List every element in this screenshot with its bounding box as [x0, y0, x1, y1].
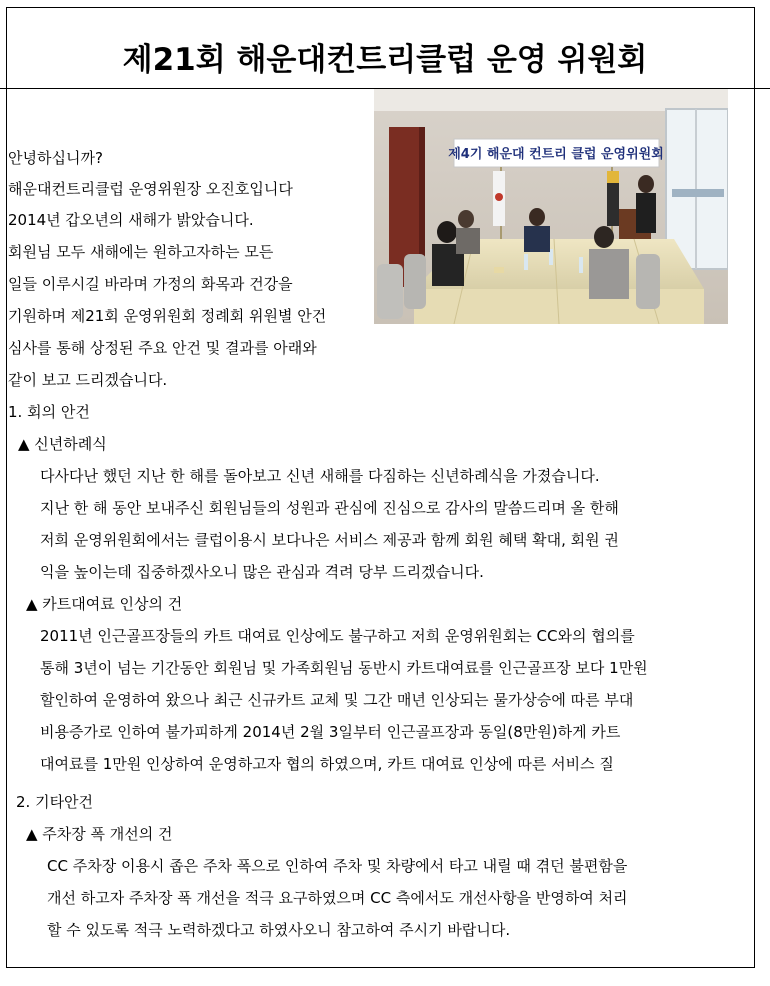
document-title: 제21회 해운대컨트리클럽 운영 위원회 [122, 42, 648, 78]
item-line: 통해 3년이 넘는 기간동안 회원님 및 가족회원님 동반시 카트대여료를 인근골프장 보다 1만원 [40, 659, 648, 677]
intro-line: 같이 보고 드리겠습니다. [8, 371, 168, 389]
item-line: CC 주차장 이용시 좁은 주차 폭으로 인하여 주차 및 차량에서 타고 내릴 때 겪던 불편함을 [47, 857, 628, 875]
intro-line: 심사를 통해 상정된 주요 안건 및 결과를 아래와 [8, 339, 317, 357]
photo-banner-text: 제4기 해운대 컨트리 클럽 운영위원회 [448, 147, 664, 162]
meeting-photo [374, 89, 728, 324]
section-heading: 2. 기타안건 [16, 793, 94, 811]
item-line: 익을 높이는데 집중하겠사오니 많은 관심과 격려 당부 드리겠습니다. [40, 563, 484, 581]
item-line: 지난 한 해 동안 보내주신 회원님들의 성원과 관심에 진심으로 감사의 말씀드리며 올 한해 [40, 499, 619, 517]
intro-line: 일들 이루시길 바라며 가정의 화목과 건강을 [8, 275, 293, 293]
item-heading: ▲ 신년하례식 [18, 435, 107, 453]
intro-line: 회원님 모두 새해에는 원하고자하는 모든 [8, 243, 274, 261]
intro-line: 기원하며 제21회 운영위원회 정례회 위원별 안건 [8, 307, 327, 325]
item-line: 다사다난 했던 지난 한 해를 돌아보고 신년 새해를 다짐하는 신년하례식을 가졌습니다. [40, 467, 600, 485]
item-line: 개선 하고자 주차장 폭 개선을 적극 요구하였으며 CC 측에서도 개선사항을 반영하여 처리 [47, 889, 628, 907]
item-line: 2011년 인근골프장들의 카트 대여료 인상에도 불구하고 저희 운영위원회는 CC와의 협의를 [40, 627, 635, 645]
item-line: 대여료를 1만원 인상하여 운영하고자 협의 하였으며, 카트 대여료 인상에 따른 서비스 질 [40, 755, 614, 773]
intro-line: 2014년 갑오년의 새해가 밝았습니다. [8, 211, 254, 229]
intro-line: 해운대컨트리클럽 운영위원장 오진호입니다 [8, 180, 293, 198]
intro-line: 안녕하십니까? [8, 149, 103, 167]
section-heading: 1. 회의 안건 [8, 403, 90, 421]
item-line: 저희 운영위원회에서는 클럽이용시 보다나은 서비스 제공과 함께 회원 혜택 확대, 회원 권 [40, 531, 619, 549]
item-line: 할인하여 운영하여 왔으나 최근 신규카트 교체 및 그간 매년 인상되는 물가상승에 따른 부대 [40, 691, 634, 709]
item-heading: ▲ 카트대여료 인상의 건 [26, 595, 183, 613]
item-line: 할 수 있도록 적극 노력하겠다고 하였사오니 참고하여 주시기 바랍니다. [47, 921, 511, 939]
item-heading: ▲ 주차장 폭 개선의 건 [26, 825, 173, 843]
item-line: 비용증가로 인하여 불가피하게 2014년 2월 3일부터 인근골프장과 동일(8만원)하게 카트 [40, 723, 621, 741]
